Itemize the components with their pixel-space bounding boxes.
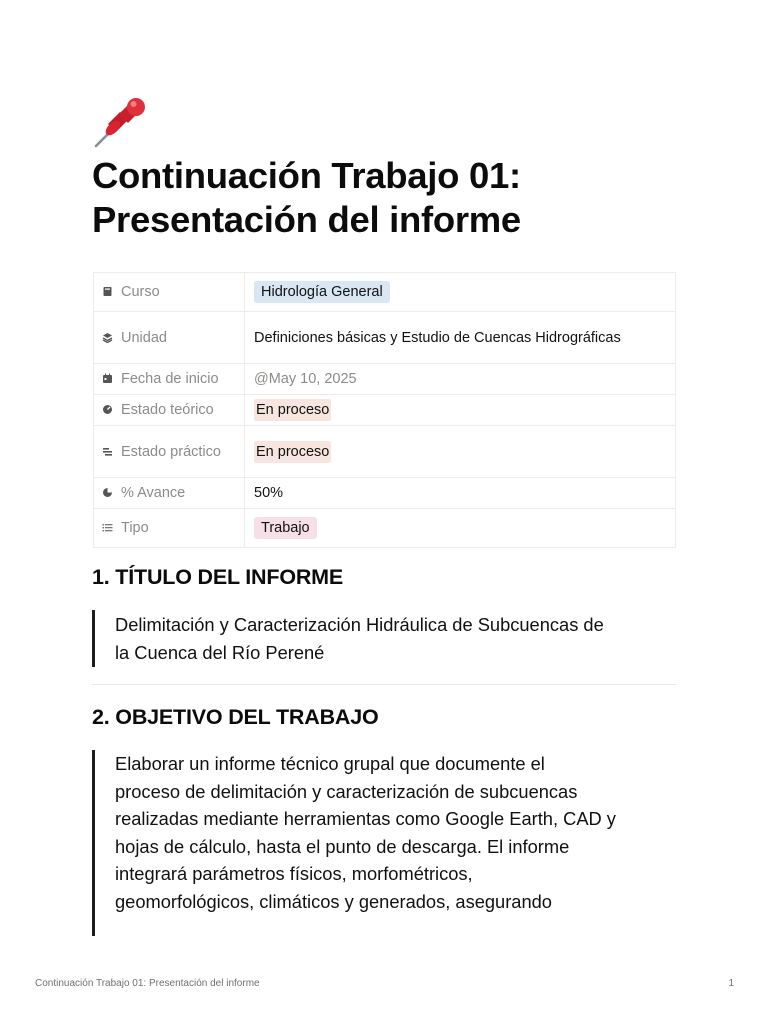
property-row-estado-teorico [94, 395, 676, 426]
page-title-line: Continuación Trabajo 01: [92, 155, 521, 196]
report-title-quote [92, 610, 676, 667]
property-label: % Avance [121, 485, 186, 501]
status-bars-icon [102, 446, 113, 457]
pushpin-icon [92, 94, 150, 150]
property-row-unidad [94, 312, 676, 364]
quote-line: integrará parámetros físicos, morfométricos, [115, 863, 473, 884]
section-heading: 1. TÍTULO DEL INFORME [92, 565, 344, 589]
book-icon [102, 286, 113, 297]
property-label: Fecha de inicio [121, 371, 219, 387]
course-tag[interactable]: Hidrología General [254, 281, 390, 303]
section-heading: 2. OBJETIVO DEL TRABAJO [92, 705, 379, 729]
quote-line: hojas de cálculo, hasta el punto de descarga. El informe [115, 835, 570, 857]
quote-line: proceso de delimitación y caracterización de subcuencas [115, 780, 578, 802]
unit-value: Definiciones básicas y Estudio de Cuencas Hidrográficas [245, 312, 676, 364]
type-tag[interactable]: Trabajo [254, 517, 317, 539]
quote-line: realizadas mediante herramientas como Google Earth, CAD y [115, 808, 616, 829]
property-row-avance [94, 478, 676, 509]
progress-value: 50% [245, 478, 676, 509]
pie-icon [102, 487, 113, 498]
property-row-curso [94, 273, 676, 312]
list-icon [102, 522, 113, 533]
property-row-tipo [94, 509, 676, 548]
page-title-line: Presentación del informe [92, 199, 521, 240]
objective-quote [92, 750, 676, 936]
calendar-icon [102, 373, 113, 384]
properties-table [93, 272, 676, 548]
quote-line: geomorfológicos, climáticos y generados, asegurando [115, 890, 552, 912]
page-number: 1 [728, 978, 734, 989]
layers-icon [102, 332, 113, 343]
theory-status-tag[interactable]: En proceso [254, 399, 331, 421]
property-label: Curso [121, 284, 160, 300]
property-label: Tipo [121, 520, 149, 536]
start-date-value[interactable]: @May 10, 2025 [254, 371, 357, 387]
practice-status-tag[interactable]: En proceso [254, 441, 331, 463]
property-row-estado-practico [94, 426, 676, 478]
property-label: Estado teórico [121, 402, 214, 418]
status-gauge-icon [102, 404, 113, 415]
property-label: Unidad [121, 329, 167, 346]
quote-line: Delimitación y Caracterización Hidráulica de Subcuencas de [115, 614, 604, 635]
property-label: Estado práctico [121, 443, 221, 460]
page-title [92, 154, 692, 242]
footer-title: Continuación Trabajo 01: Presentación del informe [35, 978, 260, 989]
divider [92, 684, 676, 685]
quote-line: la Cuenca del Río Perené [115, 641, 325, 663]
property-row-fecha [94, 364, 676, 395]
quote-line: Elaborar un informe técnico grupal que documente el [115, 753, 545, 774]
